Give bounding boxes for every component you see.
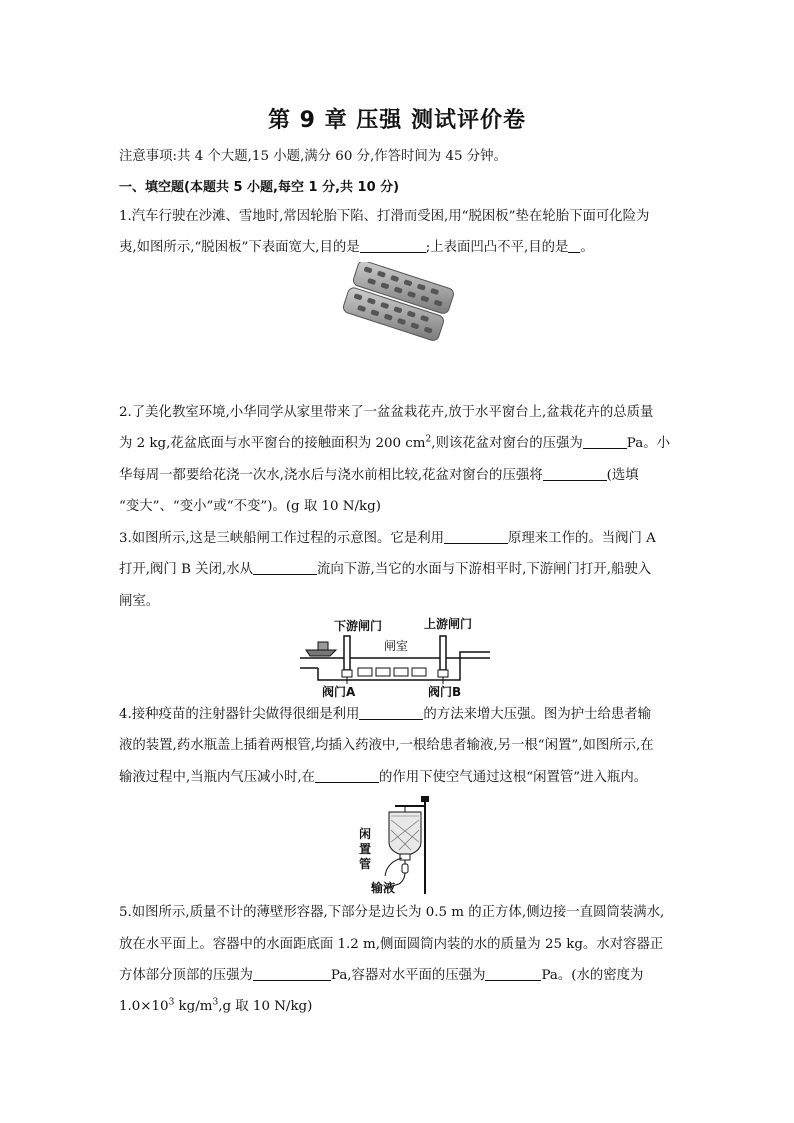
q1-line-2 — [119, 238, 679, 258]
q4-blank-2[interactable] — [315, 768, 379, 783]
q2-sup: 2 — [425, 434, 432, 445]
q4-text-c: 输液过程中,当瓶内气压减小时,在 — [119, 770, 315, 785]
q1-text-b: ;上表面凹凸不平,目的是 — [425, 240, 569, 255]
q5-line-3 — [119, 966, 679, 986]
q2-text-d: 华每周一都要给花浇一次水,浇水后与浇水前相比较,花盆对窗台的压强将 — [119, 468, 543, 483]
page-title: 第 9 章 压强 测试评价卷 — [268, 108, 526, 133]
label-chamber: 闸室 — [384, 639, 409, 653]
q5-line-2: 放在水平面上。容器中的水面距底面 1.2 m,侧面圆筒内装的水的质量为 25 kg。水对容器正 — [119, 937, 664, 952]
q2-line-4: “变大”、“变小”或“不变”)。(g 取 10 N/kg) — [119, 499, 381, 514]
q3-text-c: 打开,阀门 B 关闭,水从 — [119, 562, 253, 577]
label-infusion: 输液 — [371, 881, 396, 895]
label-upstream-gate: 上游闸门 — [424, 617, 473, 631]
q1-line-1: 1.汽车行驶在沙滩、雪地时,常因轮胎下陷、打滑而受困,用“脱困板”垫在轮胎下面可化险为 — [119, 209, 650, 224]
label-valve-a: 阀门A — [322, 685, 356, 698]
q5-text-c: Pa。(水的密度为 — [541, 968, 644, 983]
q5-blank-1[interactable] — [253, 966, 331, 981]
q2-line-1: 2.了美化教室环境,小华同学从家里带来了一盆盆栽花卉,放于水平窗台上,盆栽花卉的总质量 — [119, 405, 654, 420]
q3-line-1 — [119, 529, 679, 549]
q5-line-4 — [119, 997, 679, 1017]
q3-line-2 — [119, 560, 679, 580]
q2-text-a: 为 2 kg,花盆底面与水平窗台的接触面积为 200 cm — [119, 436, 426, 451]
q5-line-1: 5.如图所示,质量不计的薄壁形容器,下部分是边长为 0.5 m 的正方体,侧边接一直圆筒装满水, — [119, 905, 665, 920]
q1-text-a: 夷,如图所示,“脱困板”下表面宽大,目的是 — [119, 240, 360, 255]
q5-blank-2[interactable] — [485, 966, 541, 981]
q2-text-b: ,则该花盆对窗台的压强为 — [431, 436, 583, 451]
notice-text: 注意事项:共 4 个大题,15 小题,满分 60 分,作答时间为 45 分钟。 — [119, 149, 507, 164]
q1-blank-1[interactable] — [360, 238, 426, 253]
q2-text-e: (选填 — [606, 468, 639, 483]
label-idle-tube-1: 闲 — [359, 827, 372, 841]
q2-line-2 — [119, 434, 679, 454]
q3-text-b: 原理来工作的。当阀门 A — [508, 531, 656, 546]
q3-blank-1[interactable] — [444, 529, 508, 544]
q5-text-f: ,g 取 10 N/kg) — [218, 999, 313, 1014]
label-idle-tube-3: 管 — [359, 857, 372, 871]
q4-text-a: 4.接种疫苗的注射器针尖做得很细是利用 — [119, 707, 360, 722]
q5-text-d: 1.0×10 — [119, 999, 169, 1014]
q1-text-c: 。 — [580, 240, 594, 255]
q5-text-a: 方体部分顶部的压强为 — [119, 968, 253, 983]
label-idle-tube-2: 置 — [359, 842, 372, 856]
q4-line-2: 液的装置,药水瓶盖上插着两根管,均插入药液中,一根给患者输液,另一根“闲置”,如图所示,在 — [119, 738, 654, 753]
q4-text-d: 的作用下使空气通过这根“闲置管”进入瓶内。 — [378, 770, 648, 785]
q4-line-1 — [119, 705, 679, 725]
infusion-diagram — [355, 792, 445, 896]
q2-line-3 — [119, 466, 679, 486]
label-downstream-gate: 下游闸门 — [334, 619, 383, 633]
q3-blank-2[interactable] — [253, 560, 317, 575]
q2-blank-2[interactable] — [543, 466, 607, 481]
q4-blank-1[interactable] — [359, 705, 423, 720]
q2-blank-1[interactable] — [583, 434, 627, 449]
label-valve-b: 阀门B — [428, 685, 462, 698]
q1-blank-2[interactable] — [568, 238, 580, 253]
q5-text-b: Pa,容器对水平面的压强为 — [330, 968, 486, 983]
q4-line-3 — [119, 768, 679, 788]
q3-line-3: 闸室。 — [119, 594, 160, 609]
q4-text-b: 的方法来增大压强。图为护士给患者输 — [423, 707, 652, 722]
q3-text-a: 3.如图所示,这是三峡船闸工作过程的示意图。它是利用 — [119, 531, 445, 546]
q5-sup-1: 3 — [168, 997, 175, 1008]
ship-lock-diagram — [300, 612, 490, 698]
q3-text-d: 流向下游,当它的水面与下游相平时,下游闸门打开,船驶入 — [317, 562, 652, 577]
recovery-board-image — [330, 262, 460, 362]
q5-sup-2: 3 — [212, 997, 219, 1008]
q2-text-c: Pa。小 — [626, 436, 670, 451]
section-heading-fill-in: 一、填空题(本题共 5 小题,每空 1 分,共 10 分) — [119, 180, 400, 195]
q5-text-e: kg/m — [174, 999, 213, 1014]
